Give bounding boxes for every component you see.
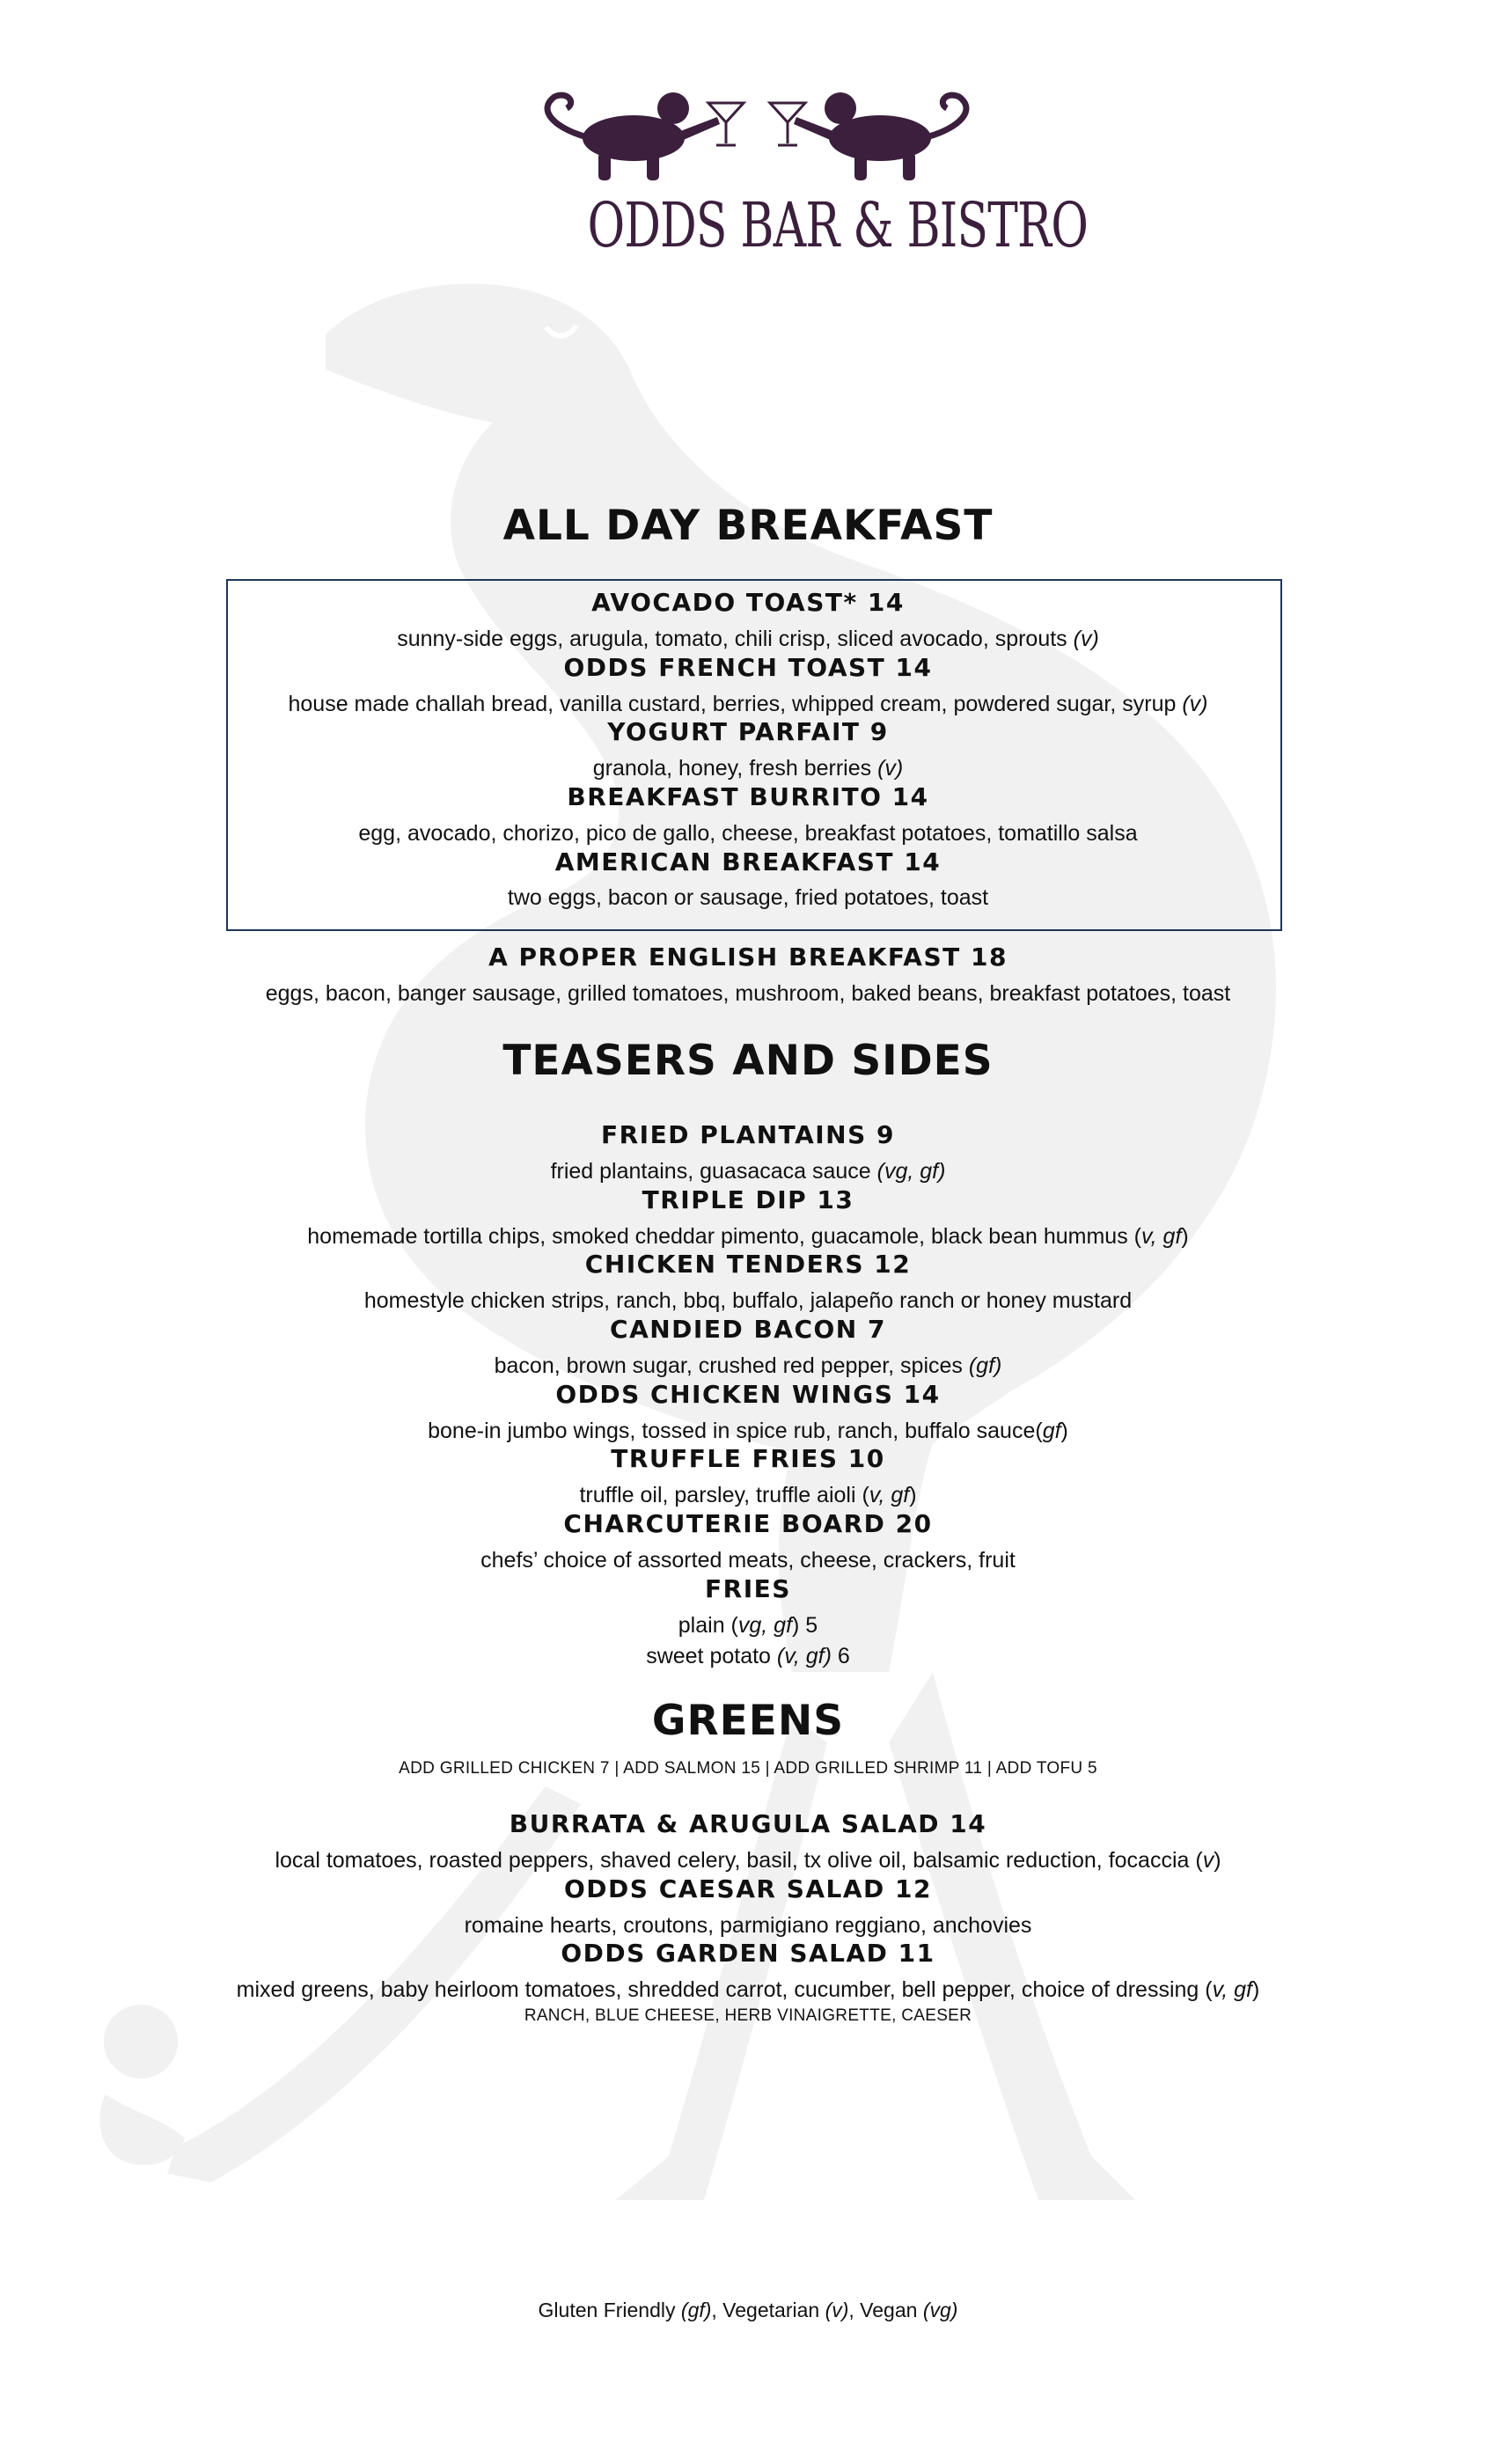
menu-item-name: TRIPLE DIP 13 — [642, 1185, 854, 1214]
monkeys-cocktail-icon — [528, 84, 986, 180]
menu-item-name: CHARCUTERIE BOARD 20 — [563, 1509, 933, 1538]
brand-logo — [528, 84, 1089, 268]
brand-name: ODDS BAR & BISTRO — [587, 189, 1089, 261]
menu-item-name: ODDS FRENCH TOAST 14 — [563, 653, 933, 682]
menu-item-desc: romaine hearts, croutons, parmigiano reggiano, anchovies — [464, 1913, 1032, 1938]
dressing-options: RANCH, BLUE CHEESE, HERB VINAIGRETTE, CAESER — [524, 2006, 972, 2025]
menu-item-desc: truffle oil, parsley, truffle aioli (v, gf) — [579, 1483, 917, 1507]
menu-item-name: ODDS CAESAR SALAD 12 — [564, 1874, 932, 1903]
menu-item-desc: local tomatoes, roasted peppers, shaved celery, basil, tx olive oil, balsamic reduction, focaccia (v) — [275, 1848, 1221, 1873]
menu-item-desc: granola, honey, fresh berries (v) — [592, 756, 904, 781]
section-title-teasers: TEASERS AND SIDES — [502, 1037, 994, 1085]
menu-item-desc: eggs, bacon, banger sausage, grilled tomatoes, mushroom, baked beans, breakfast potatoes, toast — [265, 981, 1231, 1006]
section-title-breakfast: ALL DAY BREAKFAST — [502, 502, 994, 550]
menu-item-desc: fried plantains, guasacaca sauce (vg, gf) — [550, 1159, 946, 1184]
menu-item-name: TRUFFLE FRIES 10 — [611, 1444, 885, 1473]
menu-item-name: CANDIED BACON 7 — [610, 1315, 886, 1344]
menu-item-name: A PROPER ENGLISH BREAKFAST 18 — [488, 942, 1008, 972]
menu-item-desc: sweet potato (v, gf) 6 — [646, 1644, 850, 1668]
menu-item-desc: mixed greens, baby heirloom tomatoes, shredded carrot, cucumber, bell pepper, choice of dressing (v, gf) — [236, 1977, 1260, 2002]
menu-item-desc: homestyle chicken strips, ranch, bbq, buffalo, jalapeño ranch or honey mustard — [363, 1288, 1133, 1313]
dietary-legend: Gluten Friendly (gf), Vegetarian (v), Vegan (vg) — [538, 2299, 958, 2321]
menu-item-name: FRIED PLANTAINS 9 — [600, 1120, 896, 1149]
menu-item-desc: chefs’ choice of assorted meats, cheese, crackers, fruit — [480, 1548, 1016, 1573]
menu-item-name: BREAKFAST BURRITO 14 — [567, 782, 929, 811]
menu-item-desc: two eggs, bacon or sausage, fried potatoes, toast — [507, 885, 989, 910]
menu-item-name: CHICKEN TENDERS 12 — [584, 1250, 912, 1279]
menu-item-desc: bone-in jumbo wings, tossed in spice rub, ranch, buffalo sauce(gf) — [428, 1419, 1068, 1443]
menu-item-desc: homemade tortilla chips, smoked cheddar pimento, guacamole, black bean hummus (v, gf) — [307, 1224, 1189, 1249]
menu-item-name: BURRATA & ARUGULA SALAD 14 — [509, 1809, 987, 1838]
menu-item-name: ODDS CHICKEN WINGS 14 — [555, 1380, 941, 1409]
menu-item-name: ODDS GARDEN SALAD 11 — [561, 1939, 935, 1968]
menu-item-name: YOGURT PARFAIT 9 — [607, 717, 889, 746]
section-title-greens: GREENS — [651, 1697, 845, 1745]
menu-item-desc: egg, avocado, chorizo, pico de gallo, cheese, breakfast potatoes, tomatillo salsa — [358, 821, 1138, 846]
menu-item-name: FRIES — [705, 1574, 791, 1603]
menu-item-desc: plain (vg, gf) 5 — [678, 1613, 818, 1638]
menu-item-name: AMERICAN BREAKFAST 14 — [554, 847, 942, 876]
greens-addons: ADD GRILLED CHICKEN 7 | ADD SALMON 15 | ADD GRILLED SHRIMP 11 | ADD TOFU 5 — [399, 1759, 1097, 1778]
menu-item-desc: house made challah bread, vanilla custard, berries, whipped cream, powdered sugar, syrup (v) — [288, 692, 1208, 716]
menu-item-desc: bacon, brown sugar, crushed red pepper, spices (gf) — [494, 1353, 1002, 1378]
menu-item-name: AVOCADO TOAST* 14 — [591, 588, 905, 617]
menu-item-desc: sunny-side eggs, arugula, tomato, chili crisp, sliced avocado, sprouts (v) — [397, 627, 1099, 651]
